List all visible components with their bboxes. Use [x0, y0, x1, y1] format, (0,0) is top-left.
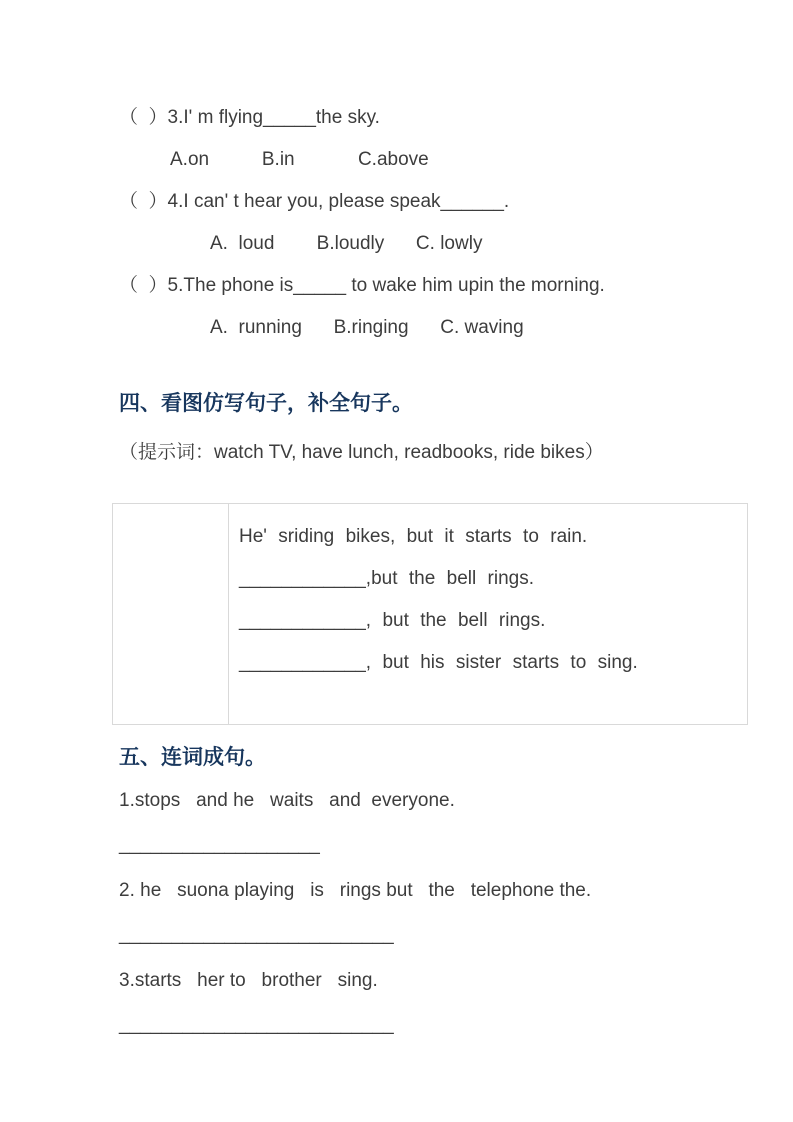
answer-blank-line-3: __________________________ — [119, 1014, 394, 1035]
rearrange-words-1: 1.stops and he waits and everyone. — [119, 790, 455, 811]
question-4-options: A. loud B.loudly C. lowly — [210, 233, 483, 254]
rearrange-item-3 — [119, 967, 748, 1039]
picture-cell — [113, 504, 229, 724]
section-four — [119, 389, 748, 725]
rearrange-item-2 — [119, 877, 748, 949]
answer-blank-line-2: __________________________ — [119, 924, 394, 945]
table-sentence-2: ____________,but the bell rings. — [239, 568, 535, 589]
hint-words: （提示词：watch TV, have lunch, readbooks, ride bikes） — [119, 442, 604, 463]
sentence-cell — [229, 504, 747, 724]
section-four-heading: 四、看图仿写句子，补全句子。 — [119, 392, 413, 415]
answer-blank-line-1: ___________________ — [119, 834, 320, 855]
picture-sentence-table — [112, 503, 748, 725]
rearrange-words-2: 2. he suona playing is rings but the telephone the. — [119, 880, 592, 901]
question-3: （ ）3.I' m flying_____the sky. — [119, 107, 380, 128]
rearrange-words-3: 3.starts her to brother sing. — [119, 970, 378, 991]
rearrange-item-1 — [119, 787, 748, 859]
question-4: （ ）4.I can' t hear you, please speak______. — [119, 191, 510, 212]
section-five — [119, 743, 748, 1039]
question-5: （ ）5.The phone is_____ to wake him upin the morning. — [119, 275, 605, 296]
table-sentence-3: ____________, but the bell rings. — [239, 610, 546, 631]
question-5-options: A. running B.ringing C. waving — [210, 317, 524, 338]
table-sentence-4: ____________, but his sister starts to sing. — [239, 652, 638, 673]
section-five-heading: 五、连词成句。 — [119, 746, 266, 769]
table-sentence-1: He' sriding bikes, but it starts to rain. — [239, 526, 588, 547]
multiple-choice-section — [119, 104, 748, 342]
question-3-options: A.on B.in C.above — [170, 149, 429, 170]
